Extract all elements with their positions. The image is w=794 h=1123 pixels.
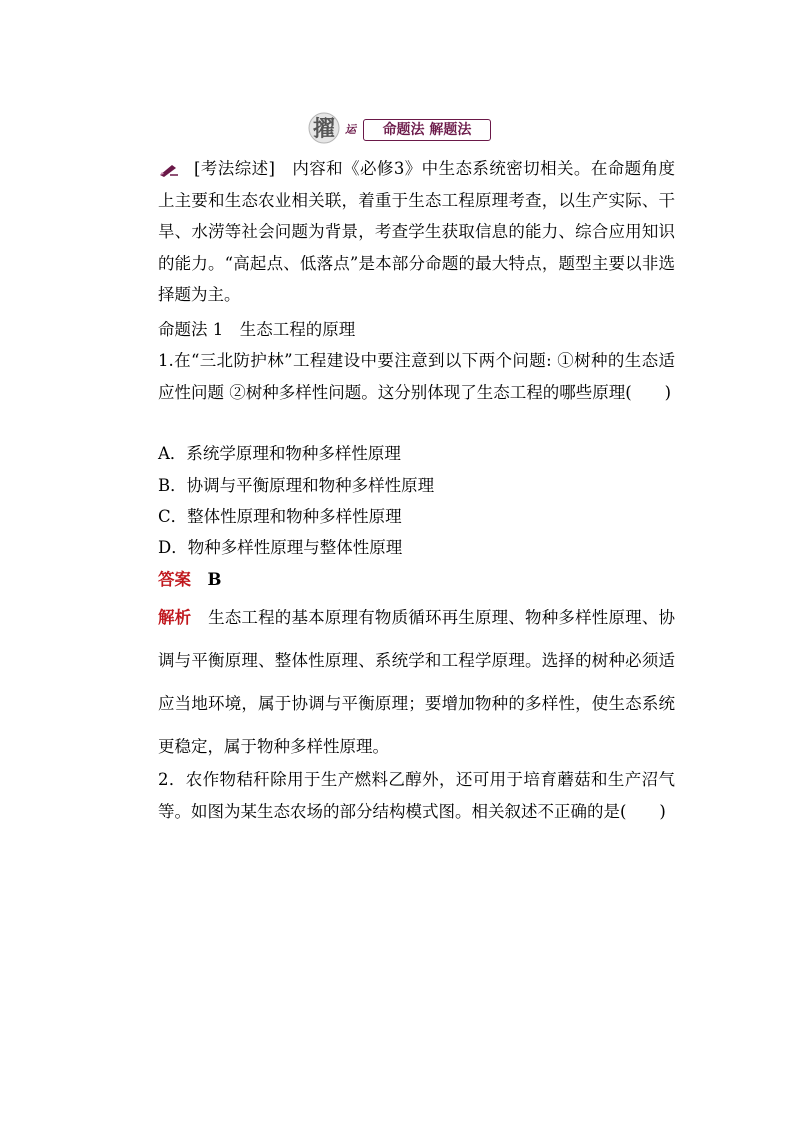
question-1-text: 1.在“三北防护林”工程建设中要注意到以下两个问题: ①树种的生态适应性问题 ②树种多样性问题。这分别体现了生态工程的哪些原理( ): [158, 351, 675, 402]
question-1-stem: [122, 345, 675, 408]
answer-label: 答案: [158, 570, 191, 589]
banner-label: 命题法 解题法: [363, 119, 491, 141]
answer-value: B: [207, 570, 222, 589]
overview-paragraph: [122, 153, 675, 311]
answer-line: [158, 564, 221, 595]
option-b: B．协调与平衡原理和物种多样性原理: [158, 476, 435, 495]
option-c: C．整体性原理和物种多样性原理: [158, 507, 402, 526]
option-a: A．系统学原理和物种多样性原理: [158, 444, 401, 463]
question-2-text: 2．农作物秸秆除用于生产燃料乙醇外，还可用于培育蘑菇和生产沼气等。如图为某生态农场的部分结构模式图。相关叙述不正确的是( ): [158, 770, 675, 821]
pencil-icon: [158, 163, 180, 177]
method-title: 命题法 1 生态工程的原理: [158, 320, 356, 339]
analysis-label: 解析: [158, 608, 192, 627]
svg-text:擢: 擢: [312, 116, 336, 142]
overview-text: 内容和《必修3》中生态系统密切相关。在命题角度上主要和生态农业相关联，着重于生态工程原理考查，以生产实际、干旱、水涝等社会问题为背景，考查学生获取信息的能力、综合应用知识的能力。“高起点、低落点”是本部分命题的最大特点，题型主要以非选择题为主。: [158, 159, 676, 304]
question-2-stem: [122, 764, 675, 827]
banner-tail-text: 运: [345, 123, 356, 136]
option-d: D．物种多样性原理与整体性原理: [158, 538, 403, 557]
analysis-paragraph: [122, 596, 675, 768]
analysis-text: 生态工程的基本原理有物质循环再生原理、物种多样性原理、协调与平衡原理、整体性原理、系统学和工程学原理。选择的树种必须适应当地环境，属于协调与平衡原理；要增加物种的多样性，使生态系统更稳定，属于物种多样性原理。: [158, 608, 676, 756]
seal-logo: [307, 112, 345, 144]
section-banner: [307, 112, 487, 144]
overview-tag: [考法综述]: [194, 159, 275, 178]
